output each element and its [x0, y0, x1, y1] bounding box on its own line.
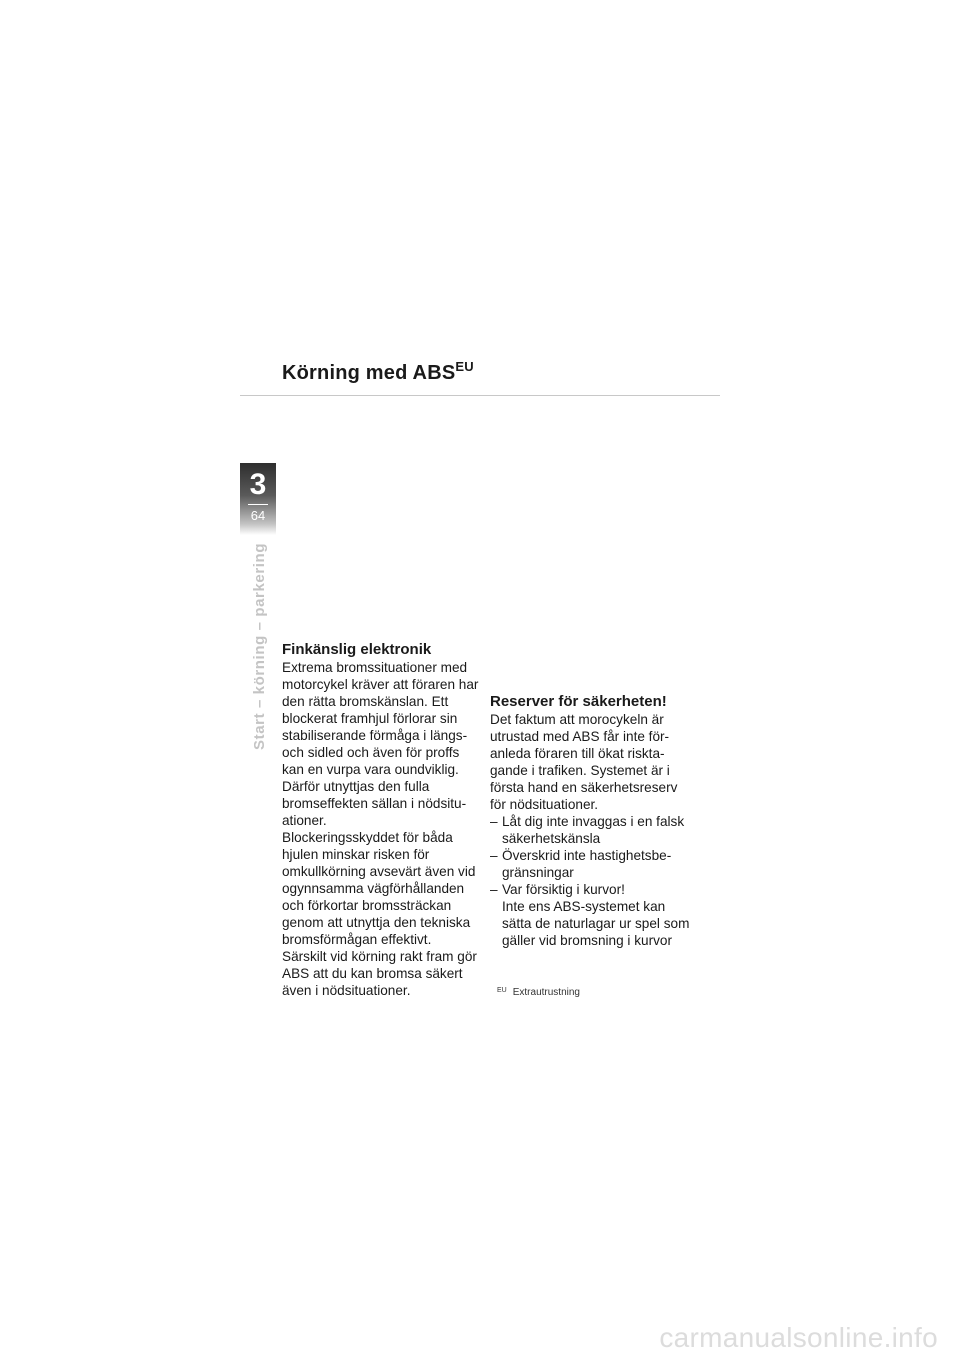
safety-list [490, 813, 695, 949]
chapter-side-label: Start – körning – parkering [251, 542, 268, 750]
watermark: carmanualsonline.info [659, 1322, 938, 1353]
list-item-line: – Var försiktig i kurvor! [502, 882, 625, 897]
paragraph: Extrema bromssituationer med motorcykel kräver att föraren har den rätta bromskänslan. Ett blockerat framhjul förlorar sin stabiliserande förmåga i längs- och sidled och även för proffs kan en vurpa vara oundviklig. Därför utnyttjas den fulla bromseffekten sällan i nödsitu- ationer. [282, 660, 479, 828]
paragraph: Blockeringsskyddet för båda hjulen minskar risken för omkullkörning avsevärt även vid ogynnsamma vägförhållanden och förkortar bromssträckan genom att utnyttja den tekniska bromsförmågan effektivt. [282, 830, 476, 947]
paragraph: Det faktum att morocykeln är utrustad med ABS får inte för- anleda föraren till ökat riskta- gande i trafiken. Systemet är i första hand en säkerhetsreserv för nödsituationer. [490, 712, 678, 812]
page-title-text: Körning med ABS [282, 362, 456, 384]
footnote-text: Extrautrustning [512, 987, 580, 998]
list-item-line: Inte ens ABS-systemet kan sätta de naturlagar ur spel som gäller vid bromsning i kurvor [502, 899, 690, 948]
chapter-tab [240, 463, 276, 535]
chapter-number: 3 [249, 468, 267, 501]
paragraph: Särskilt vid körning rakt fram gör ABS att du kan bromsa säkert även i nödsituationer. [282, 949, 477, 998]
chapter-tab-divider [248, 504, 268, 505]
section-heading-safety-reserves: Reserver för säkerheten! [490, 693, 667, 710]
list-item [490, 847, 695, 881]
list-item [490, 813, 695, 847]
list-item-line: – Låt dig inte invaggas i en falsk [502, 814, 685, 829]
footnote-marker: EU [497, 987, 507, 994]
header-divider [240, 395, 720, 396]
list-item-line: säkerhetskänsla [502, 831, 601, 846]
list-item-line: – Överskrid inte hastighetsbe- [502, 848, 672, 863]
page-number: 64 [250, 508, 266, 523]
left-column [282, 641, 482, 999]
right-column [490, 693, 695, 949]
footnote [497, 987, 580, 998]
page-title-superscript: EU [455, 359, 474, 374]
page-title [282, 359, 474, 385]
section-heading-electronics: Finkänslig elektronik [282, 641, 432, 658]
list-item [490, 881, 695, 949]
list-item-line: gränsningar [502, 865, 574, 880]
